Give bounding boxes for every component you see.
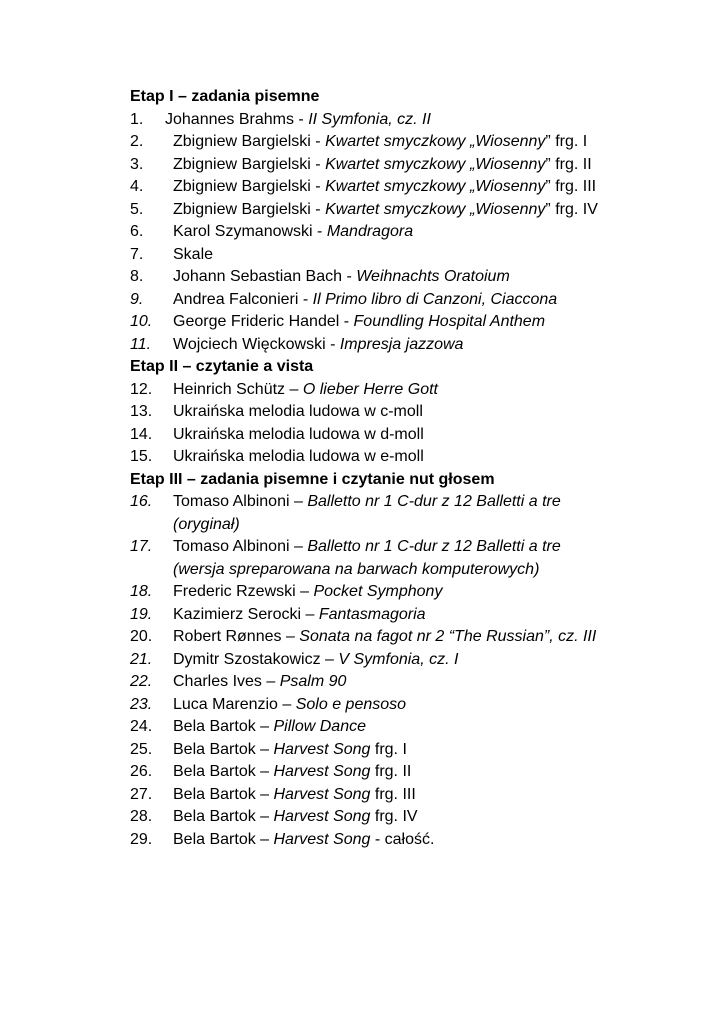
list-item: 9. Andrea Falconieri - Il Primo libro di Canzoni, Ciaccona <box>130 290 558 308</box>
list-item: 7. Skale <box>130 245 214 263</box>
list-item: 16. Tomaso Albinoni – Balletto nr 1 C-dur z 12 Balletti a tre <box>130 493 561 510</box>
list-item: 27. Bela Bartok – Harvest Song frg. III <box>130 785 416 803</box>
list-item: 11. Wojciech Więckowski - Impresja jazzowa <box>130 335 464 353</box>
list-item: 21. Dymitr Szostakowicz – V Symfonia, cz. I <box>130 650 459 668</box>
list-item: 6. Karol Szymanowski - Mandragora <box>130 223 414 240</box>
section-heading: Etap III – zadania pisemne i czytanie nut głosem <box>130 470 495 488</box>
list-item: 3. Zbigniew Bargielski - Kwartet smyczkowy „Wiosenny” frg. II <box>130 155 592 173</box>
list-item: 17. Tomaso Albinoni – Balletto nr 1 C-dur z 12 Balletti a tre <box>130 538 561 555</box>
list-item: 15. Ukraińska melodia ludowa w e-moll <box>130 448 424 465</box>
list-item: 26. Bela Bartok – Harvest Song frg. II <box>130 763 412 780</box>
list-item: 10. George Frideric Handel - Foundling Hospital Anthem <box>130 313 546 330</box>
document-content <box>130 86 710 851</box>
list-item: 22. Charles Ives – Psalm 90 <box>130 673 347 690</box>
list-item: 1. Johannes Brahms - II Symfonia, cz. II <box>130 110 431 128</box>
list-item-continuation: (wersja spreparowana na barwach komputerowych) <box>173 560 540 578</box>
list-item: 5. Zbigniew Bargielski - Kwartet smyczkowy „Wiosenny” frg. IV <box>130 200 598 218</box>
list-item: 29. Bela Bartok – Harvest Song - całość. <box>130 830 435 848</box>
list-item: 23. Luca Marenzio – Solo e pensoso <box>130 695 407 713</box>
list-item: 12. Heinrich Schütz – O lieber Herre Gott <box>130 380 438 398</box>
section-heading: Etap I – zadania pisemne <box>130 88 320 105</box>
list-item: 19. Kazimierz Serocki – Fantasmagoria <box>130 605 426 623</box>
list-item: 18. Frederic Rzewski – Pocket Symphony <box>130 583 443 600</box>
list-item: 2. Zbigniew Bargielski - Kwartet smyczkowy „Wiosenny” frg. I <box>130 133 588 150</box>
list-item-continuation: (oryginał) <box>173 515 240 533</box>
section-heading: Etap II – czytanie a vista <box>130 358 314 375</box>
list-item: 20. Robert Rønnes – Sonata na fagot nr 2 “The Russian”, cz. III <box>130 628 597 645</box>
list-item: 8. Johann Sebastian Bach - Weihnachts Oratoium <box>130 268 510 285</box>
list-item: 24. Bela Bartok – Pillow Dance <box>130 718 366 735</box>
list-item: 14. Ukraińska melodia ludowa w d-moll <box>130 425 424 443</box>
list-item: 25. Bela Bartok – Harvest Song frg. I <box>130 740 407 758</box>
list-item: 4. Zbigniew Bargielski - Kwartet smyczkowy „Wiosenny” frg. III <box>130 178 597 195</box>
list-item: 28. Bela Bartok – Harvest Song frg. IV <box>130 808 418 825</box>
list-item: 13. Ukraińska melodia ludowa w c-moll <box>130 403 423 420</box>
